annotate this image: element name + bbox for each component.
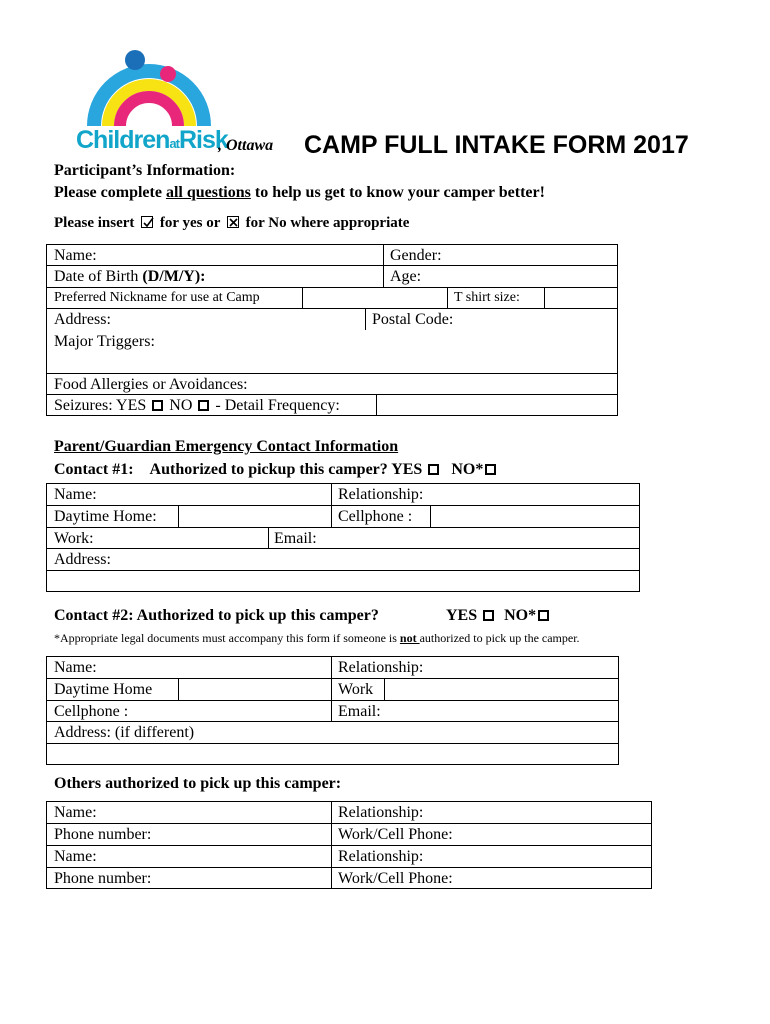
page-title: CAMP FULL INTAKE FORM 2017 bbox=[304, 131, 689, 159]
seizures-yes-checkbox[interactable] bbox=[152, 400, 163, 411]
participant-address-field[interactable]: Address: bbox=[54, 311, 111, 328]
checkbox-note-mid: for yes or bbox=[159, 215, 221, 231]
x-box-icon bbox=[227, 216, 239, 228]
seizures-label: Seizures: YES bbox=[54, 397, 147, 414]
legal-note-emphasis: not bbox=[399, 631, 420, 645]
legal-note-pre: *Appropriate legal documents must accompany this form if someone is bbox=[54, 631, 400, 645]
contact2-options bbox=[446, 606, 551, 626]
contact1-no-label: NO* bbox=[451, 461, 484, 478]
contact1-yes-checkbox[interactable] bbox=[428, 464, 439, 475]
logo-location: , Ottawa bbox=[218, 137, 274, 154]
contact2-email-field[interactable]: Email: bbox=[338, 703, 381, 720]
emergency-contact-heading: Parent/Guardian Emergency Contact Information bbox=[54, 438, 399, 455]
logo-text-children: Children bbox=[76, 126, 170, 154]
contact1-address-field[interactable]: Address: bbox=[54, 551, 111, 568]
logo-text-at: at bbox=[169, 136, 179, 151]
major-triggers-field[interactable]: Major Triggers: bbox=[54, 333, 155, 350]
instruction-pre: Please complete bbox=[54, 184, 166, 201]
food-allergies-field[interactable]: Food Allergies or Avoidances: bbox=[54, 376, 248, 393]
instruction-emphasis: all questions bbox=[165, 184, 251, 201]
contact2-question-row bbox=[54, 606, 379, 626]
seizures-no-label: NO bbox=[169, 397, 193, 414]
contact2-daytime-home-field[interactable]: Daytime Home bbox=[54, 681, 153, 698]
participant-dob-field[interactable] bbox=[54, 267, 206, 287]
seizures-field bbox=[54, 396, 340, 416]
others-row-1-right[interactable]: Relationship: bbox=[338, 804, 424, 821]
contact2-relationship-field[interactable]: Relationship: bbox=[338, 659, 424, 676]
contact2-yes-checkbox[interactable] bbox=[483, 610, 494, 621]
others-row-4-right[interactable]: Work/Cell Phone: bbox=[338, 870, 453, 887]
contact1-question-row bbox=[54, 460, 498, 480]
checkbox-note-pre: Please insert bbox=[54, 215, 135, 231]
participant-instruction bbox=[54, 183, 545, 203]
logo-wordmark bbox=[76, 126, 228, 158]
contact2-heading: Contact #2: Authorized to pick up this camper? bbox=[54, 607, 379, 624]
others-row-2-left[interactable]: Phone number: bbox=[54, 826, 152, 843]
others-row-2-right[interactable]: Work/Cell Phone: bbox=[338, 826, 453, 843]
seizures-no-checkbox[interactable] bbox=[198, 400, 209, 411]
contact2-yes-label: YES bbox=[446, 607, 478, 624]
contact2-work-field[interactable]: Work bbox=[338, 681, 374, 698]
contact2-no-label: NO* bbox=[504, 607, 537, 624]
contact1-relationship-field[interactable]: Relationship: bbox=[338, 486, 424, 503]
participant-gender-field[interactable]: Gender: bbox=[390, 247, 442, 264]
checkbox-note-post: for No where appropriate bbox=[245, 215, 410, 231]
contact2-name-field[interactable]: Name: bbox=[54, 659, 97, 676]
checked-box-icon bbox=[141, 216, 153, 228]
contact1-work-field[interactable]: Work: bbox=[54, 530, 94, 547]
contact1-cellphone-field[interactable]: Cellphone : bbox=[338, 508, 413, 525]
tshirt-size-field[interactable]: T shirt size: bbox=[454, 290, 520, 305]
instruction-post: to help us get to know your camper better! bbox=[250, 184, 545, 201]
others-row-3-right[interactable]: Relationship: bbox=[338, 848, 424, 865]
contact1-yes-label: YES bbox=[391, 461, 423, 478]
dob-label: Date of Birth bbox=[54, 268, 143, 285]
legal-documents-note bbox=[54, 630, 580, 646]
contact1-daytime-home-field[interactable]: Daytime Home: bbox=[54, 508, 157, 525]
others-row-4-left[interactable]: Phone number: bbox=[54, 870, 152, 887]
logo-text-risk: Risk bbox=[178, 126, 228, 154]
contact2-cellphone-field[interactable]: Cellphone : bbox=[54, 703, 129, 720]
others-heading: Others authorized to pick up this camper: bbox=[54, 775, 342, 792]
participant-name-field[interactable]: Name: bbox=[54, 247, 97, 264]
contact2-address-field[interactable]: Address: (if different) bbox=[54, 724, 195, 741]
postal-code-field[interactable]: Postal Code: bbox=[372, 311, 454, 328]
contact2-no-checkbox[interactable] bbox=[538, 610, 549, 621]
contact1-question: Authorized to pickup this camper? bbox=[149, 461, 388, 478]
others-row-3-left[interactable]: Name: bbox=[54, 848, 97, 865]
participant-age-field[interactable]: Age: bbox=[390, 268, 422, 285]
seizures-detail-label: - Detail Frequency: bbox=[215, 397, 340, 414]
contact1-no-checkbox[interactable] bbox=[485, 464, 496, 475]
contact1-name-field[interactable]: Name: bbox=[54, 486, 97, 503]
others-row-1-left[interactable]: Name: bbox=[54, 804, 97, 821]
dob-format: (D/M/Y): bbox=[142, 268, 206, 285]
participant-nickname-field[interactable]: Preferred Nickname for use at Camp bbox=[54, 290, 260, 305]
legal-note-post: authorized to pick up the camper. bbox=[419, 631, 580, 645]
contact1-email-field[interactable]: Email: bbox=[274, 530, 317, 547]
organization-logo bbox=[74, 44, 228, 159]
checkbox-note bbox=[54, 214, 409, 233]
participant-heading: Participant’s Information: bbox=[54, 162, 236, 179]
contact1-label: Contact #1: bbox=[54, 461, 134, 478]
contact2-table bbox=[46, 656, 619, 765]
